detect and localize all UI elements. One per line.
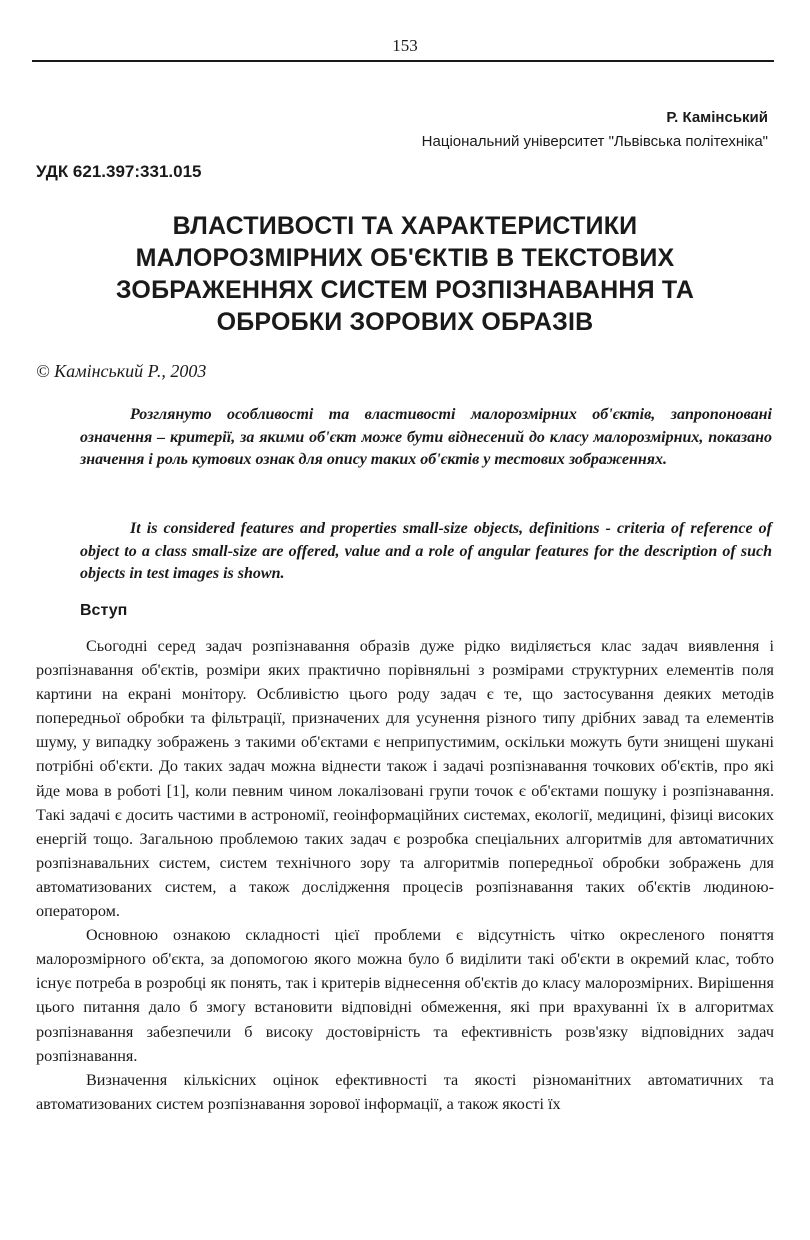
abstract-ukrainian: Розглянуто особливості та властивості малорозмірних об'єктів, запропоновані означення – критерії, за якими об'єкт може бути віднесений до класу малорозмірних, показано значення і роль кутових ознак для опису таких об'єктів у тестових зображеннях. xyxy=(80,406,772,468)
header-rule xyxy=(32,60,774,62)
author-affiliation: Національний університет "Львівська політехніка" xyxy=(421,133,768,150)
section-heading: Вступ xyxy=(80,602,128,619)
body-paragraph: Визначення кількісних оцінок ефективності та якості різноманітних автоматичних та автоматизованих систем розпізнавання зорової інформації, а також якості їх xyxy=(36,1070,774,1113)
page-number: 153 xyxy=(392,36,418,55)
author-name: Р. Камінський xyxy=(666,109,768,126)
body-paragraph: Основною ознакою складності цієї проблеми є відсутність чітко окресленого поняття малорозмірного об'єкта, за допомогою якого можна було б виділити такі об'єкти в окремий клас, тобто існує потреба в розробці як понять, так і критерів віднесення об'єктів до класу малорозмірних. Вирішення цього питання дало б змогу встановити відповідні обмеження, які при врахуванні їх в алгоритмах розпізнавання забезпечили б високу достовірність та ефективність розв'язку відповідних задач розпізнавання. xyxy=(36,926,774,1065)
title-line: ВЛАСТИВОСТІ ТА ХАРАКТЕРИСТИКИ xyxy=(172,212,638,240)
udk-code: УДК 621.397:331.015 xyxy=(36,162,202,181)
body-paragraph: Сьогодні серед задач розпізнавання образів дуже рідко виділяється клас задач виявлення і розпізнавання об'єктів, розміри яких практично порівняльні з розмірами структурних елементів поля картини на екрані монітору. Осбливістю цього роду задач є те, що застосування деяких методів попередньої обробки та фільтрації, призначених для усунення різного типу дрібних завад та елементів шуму, у випадку зображень з такими об'єктами є неприпустимим, оскільки можуть бути знищені шукані потрібні об'єкти. До таких задач можна віднести також і задачі розпізнавання точкових об'єктів, про які йде мова в роботі [1], коли певним чином локалізовані групи точок є об'єктами пошуку і розпізнавання. Такі задачі є досить частими в астрономії, геоінформаційних системах, екології, медицині, фізиці високих енергій тощо. Загальною проблемою таких задач є розробка спеціальних алгоритмів для автоматичних розпізнавальних систем, систем технічного зору та алгоритмів попередньої обробки зображень для автоматизованих систем, а також дослідження процесів розпізнавання таких об'єктів людиною-оператором. xyxy=(36,637,774,921)
abstract-english: It is considered features and properties small-size objects, definitions - criteria of reference of object to a class small-size are offered, value and a role of angular features for the description of such objects in test images is shown. xyxy=(80,520,772,582)
body-text xyxy=(36,634,774,1116)
copyright-notice: © Камінський Р., 2003 xyxy=(36,361,207,381)
title-line: МАЛОРОЗМІРНИХ ОБ'ЄКТІВ В ТЕКСТОВИХ xyxy=(135,244,675,272)
title-line: ОБРОБКИ ЗОРОВИХ ОБРАЗІВ xyxy=(216,308,594,336)
paper-title xyxy=(40,210,770,338)
author-block xyxy=(422,106,768,154)
title-line: ЗОБРАЖЕННЯХ СИСТЕМ РОЗПІЗНАВАННЯ ТА xyxy=(115,276,695,304)
